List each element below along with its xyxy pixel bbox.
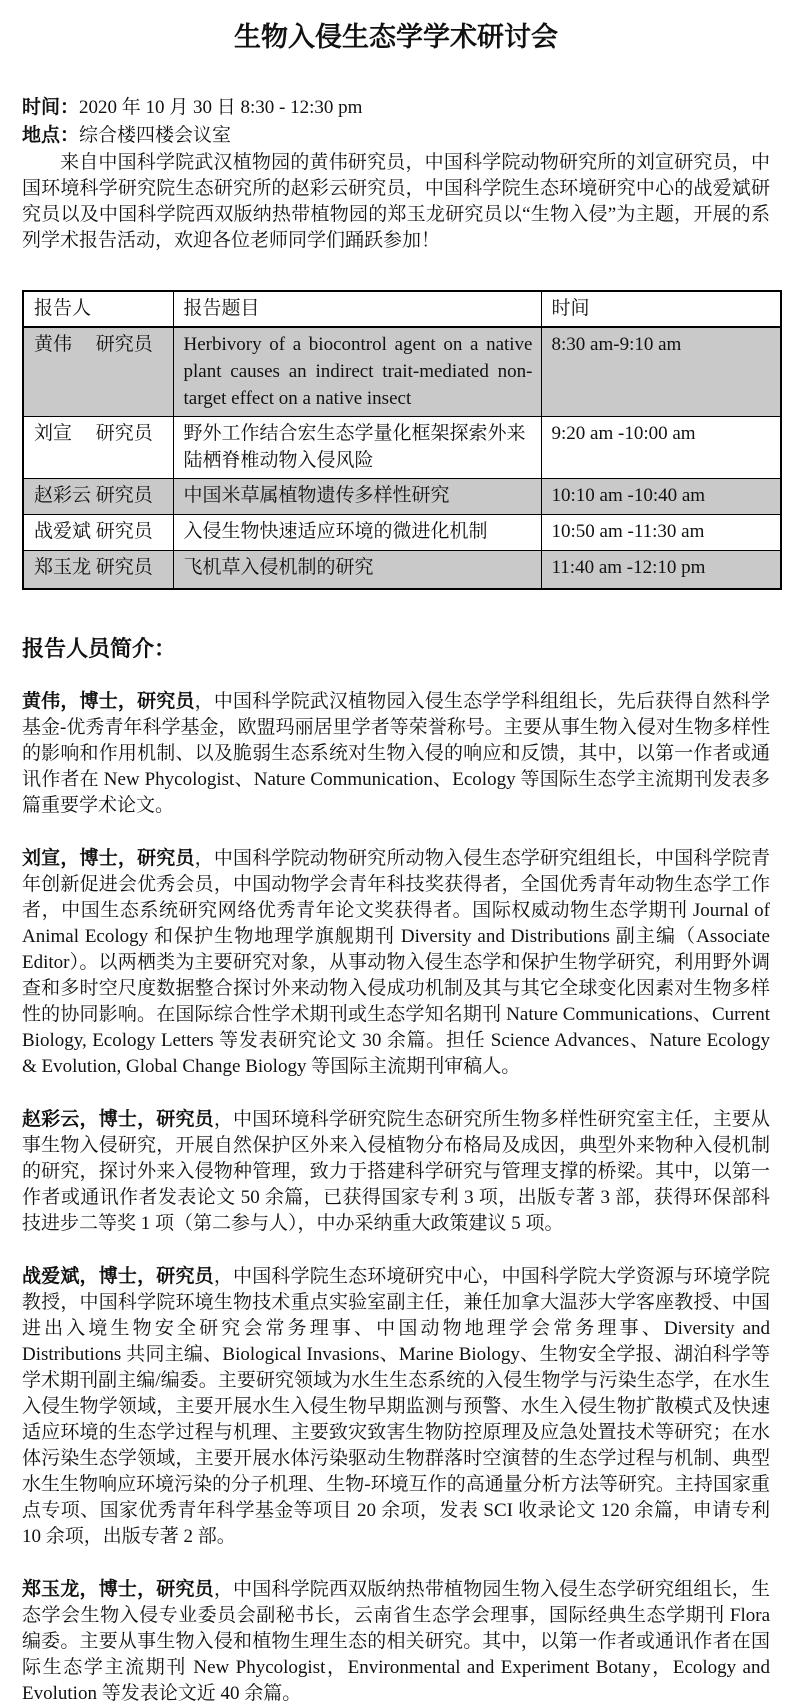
topic-cell: Herbivory of a biocontrol agent on a native plant causes an indirect trait-mediated non-target effect on a native insect [173,327,541,417]
bio-name: 赵彩云，博士，研究员 [22,1109,214,1130]
event-time [22,94,770,122]
speaker-cell: 战爱斌 研究员 [23,515,173,551]
bio-name: 黄伟，博士，研究员 [22,691,195,712]
bio-paragraph-zhanaibin [22,1264,770,1550]
topic-cell: 野外工作结合宏生态学量化框架探索外来陆栖脊椎动物入侵风险 [173,417,541,479]
table-row [23,551,781,590]
speaker-cell: 郑玉龙 研究员 [23,551,173,590]
table-header-row [23,291,781,327]
table-header-topic: 报告题目 [173,291,541,327]
bio-name: 刘宣，博士，研究员 [22,848,195,869]
bio-text: ，中国环境科学研究院生态研究所生物多样性研究室主任，主要从事生物入侵研究，开展自然保护区外来入侵植物分布格局及成因，典型外来物种入侵机制的研究，探讨外来入侵物种管理，致力于搭建科学研究与管理支撑的桥梁。其中，以第一作者或通讯作者发表论文 50 余篇，已获得国家专利 3 项，出版专著 3 部，获得环保部科技进步二等奖 1 项（第二参与人），中办采纳重大政策建议 5 项。 [22,1109,770,1234]
event-location [22,122,770,150]
location-label: 地点： [22,125,80,146]
location-value: 综合楼四楼会议室 [79,125,232,146]
time-cell: 9:20 am -10:00 am [541,417,781,479]
bios-section-heading: 报告人员简介： [22,636,177,661]
bio-paragraph-liuxuan [22,846,770,1080]
speaker-cell: 赵彩云 研究员 [23,479,173,515]
table-row [23,327,781,417]
bio-paragraph-zhengyulong [22,1577,770,1707]
table-header-time: 时间 [541,291,781,327]
bio-text: ，中国科学院武汉植物园入侵生态学学科组组长，先后获得自然科学基金-优秀青年科学基金，欧盟玛丽居里学者等荣誉称号。主要从事生物入侵对生物多样性的影响和作用机制、以及脆弱生态系统对生物入侵的响应和反馈，其中，以第一作者或通讯作者在 New Phycologist、Nature Communication、Ecology 等国际生态学主流期刊发表多篇重要学术论文。 [22,691,770,816]
bio-text: ，中国科学院动物研究所动物入侵生态学研究组组长，中国科学院青年创新促进会优秀会员，中国动物学会青年科技奖获得者，全国优秀青年动物生态学工作者，中国生态系统研究网络优秀青年论文奖获得者。国际权威动物生态学期刊 Journal of Animal Ecology 和保护生物地理学旗舰期刊 Diversity and Distributions 副主编（Associate Editor）。以两栖类为主要研究对象，从事动物入侵生态学和保护生物学研究，利用野外调查和多时空尺度数据整合探讨外来动物入侵成功机制及其与其它全球变化因素对生物多样性的协同影响。在国际综合性学术期刊或生态学知名期刊 Nature Communications、Current Biology, Ecology Letters 等发表研究论文 30 余篇。担任 Science Advances、Nature Ecology & Evolution, Global Change Biology 等国际主流期刊审稿人。 [22,848,770,1077]
bio-text: ，中国科学院西双版纳热带植物园生物入侵生态学研究组组长，生态学会生物入侵专业委员会副秘书长，云南省生态学会理事，国际经典生态学期刊 Flora 编委。主要从事生物入侵和植物生理生态的相关研究。其中，以第一作者或通讯作者在国际生态学主流期刊 New Phycologist，Environmental and Experiment Botany，Ecology and Evolution 等发表论文近 40 余篇。 [22,1579,770,1704]
schedule-table [22,290,782,590]
event-info [22,94,770,254]
time-value: 2020 年 10 月 30 日 8:30 - 12:30 pm [79,97,363,118]
bio-paragraph-huangwei [22,689,770,819]
speaker-cell: 黄伟 研究员 [23,327,173,417]
topic-cell: 入侵生物快速适应环境的微进化机制 [173,515,541,551]
page-title: 生物入侵生态学学术研讨会 [234,22,558,52]
table-header-speaker: 报告人 [23,291,173,327]
topic-cell: 中国米草属植物遗传多样性研究 [173,479,541,515]
speaker-cell: 刘宣 研究员 [23,417,173,479]
time-label: 时间： [22,97,80,118]
table-row [23,479,781,515]
bio-paragraph-zhaocaiyun [22,1107,770,1237]
topic-cell: 飞机草入侵机制的研究 [173,551,541,590]
time-cell: 8:30 am-9:10 am [541,327,781,417]
table-row [23,417,781,479]
time-cell: 10:50 am -11:30 am [541,515,781,551]
bio-name: 战爱斌，博士，研究员 [22,1266,214,1287]
table-row [23,515,781,551]
bio-text: ，中国科学院生态环境研究中心，中国科学院大学资源与环境学院教授，中国科学院环境生物技术重点实验室副主任，兼任加拿大温莎大学客座教授、中国进出入境生物安全研究会常务理事、中国动物地理学会常务理事、Diversity and Distributions 共同主编、Biological Invasions、Marine Biology、生物安全学报、湖泊科学等学术期刊副主编/编委。主要研究领域为水生生态系统的入侵生物学与污染生态学，在水生入侵生物学领域，主要开展水生入侵生物早期监测与预警、水生入侵生物扩散模式及快速适应环境的生态学过程与机理、主要致灾致害生物防控原理及应急处置技术等研究；在水体污染生态学领域，主要开展水体污染驱动生物群落时空演替的生态学过程与机制、典型水生生物响应环境污染的分子机理、生物-环境互作的高通量分析方法等研究。主持国家重点专项、国家优秀青年科学基金等项目 20 余项，发表 SCI 收录论文 120 余篇，申请专利 10 余项，出版专著 2 部。 [22,1266,770,1547]
time-cell: 10:10 am -10:40 am [541,479,781,515]
bio-name: 郑玉龙，博士，研究员 [22,1579,214,1600]
intro-paragraph: 来自中国科学院武汉植物园的黄伟研究员，中国科学院动物研究所的刘宣研究员，中国环境科学研究院生态研究所的赵彩云研究员，中国科学院生态环境研究中心的战爱斌研究员以及中国科学院西双版纳热带植物园的郑玉龙研究员以“生物入侵”为主题，开展的系列学术报告活动，欢迎各位老师同学们踊跃参加！ [22,152,770,251]
time-cell: 11:40 am -12:10 pm [541,551,781,590]
